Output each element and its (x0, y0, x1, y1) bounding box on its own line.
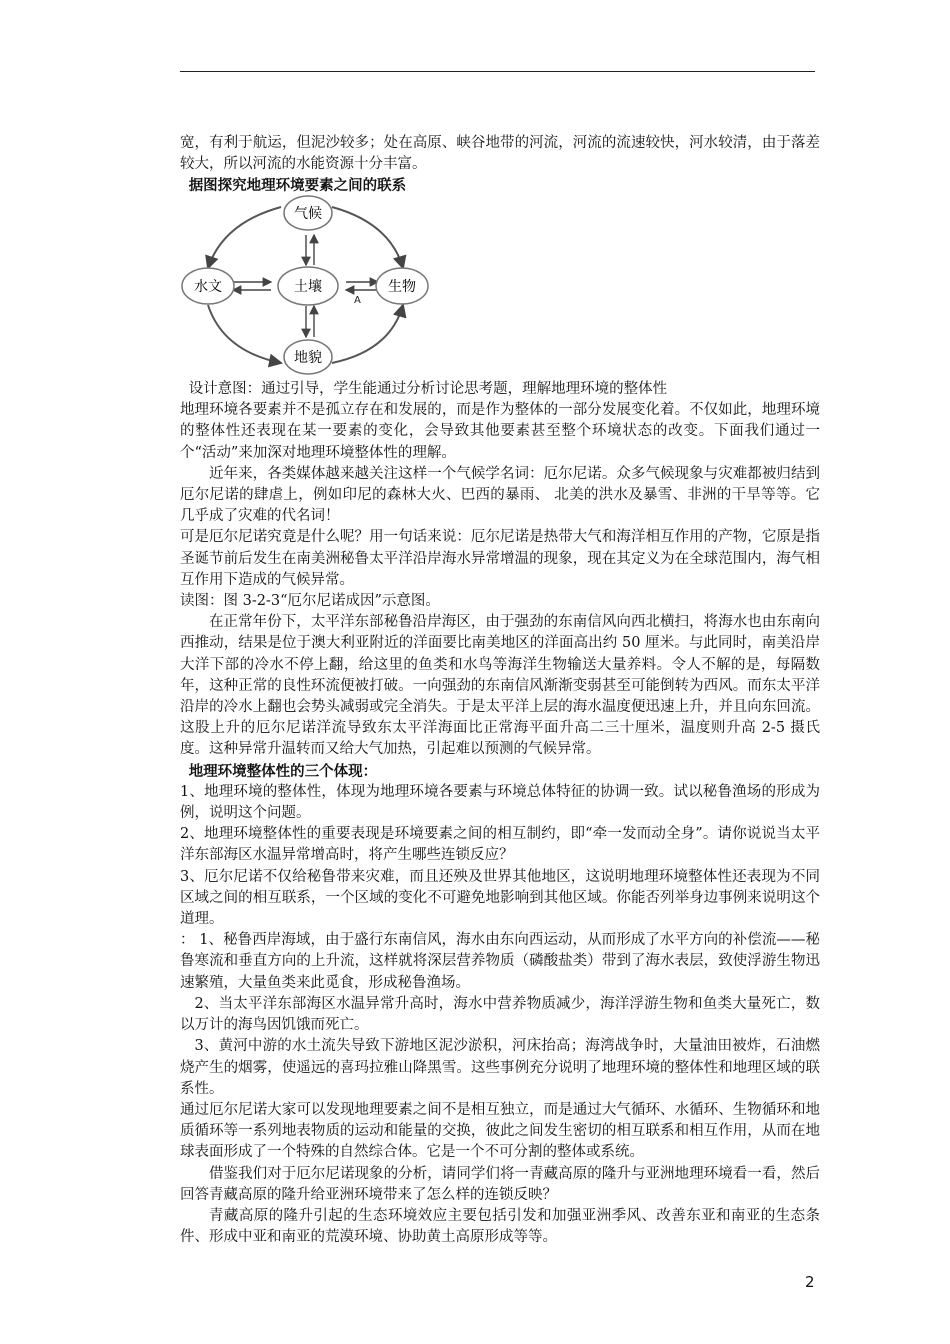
paragraph-read-figure: 读图：图 3-2-3“厄尔尼诺成因”示意图。 (180, 593, 440, 610)
page-number: 2 (805, 1273, 815, 1291)
question-3: 3、厄尔尼诺不仅给秘鲁带来灾难，而且还殃及世界其他地区，这说明地理环境整体性还表现为不同区域之间的相互联系，一个区域的变化不可避免地影响到其他区域。你能否列举身边事例来说明这个道理。 (180, 868, 820, 928)
header-rule (180, 71, 815, 72)
paragraph-tibet-question: 借鉴我们对于厄尔尼诺现象的分析，请同学们将一青藏高原的隆升与亚洲地理环境看一看，然后回答青藏高原的隆升给亚洲环境带来了怎么样的连锁反映？ (180, 1165, 820, 1203)
paragraph-el-nino-mechanism: 在正常年份下，太平洋东部秘鲁沿岸海区，由于强劲的东南信风向西北横扫，将海水也由东南向西推动，结果是位于澳大利亚附近的洋面要比南美地区的洋面高出约 50 厘米。与此同时，南美沿岸大洋下部的冷水不停上翻，给这里的鱼类和水鸟等海洋生物输送大量养料。令人不解的是，每隔数年，这种正常的良性环流便被打破。一向强劲的东南信风渐渐变弱甚至可能倒转为西风。而东太平洋沿岸的冷水上翻也会势头减弱或完全消失。于是太平洋上层的海水温度便迅速上升，并且向东回流。这股上升的厄尔尼诺洋流导致东太平洋海面比正常海平面升高二三十厘米，温度则升高 2-5 摄氏度。这种异常升温转而又给大气加热，引起难以预测的气候异常。 (180, 614, 820, 758)
paragraph-tibet-answer: 青藏高原的隆升引起的生态环境效应主要包括引发和加强亚洲季风、改善东亚和南亚的生态条件、形成中亚和南亚的荒漠环境、协助黄土高原形成等等。 (180, 1207, 820, 1246)
svg-text:地貌: 地貌 (294, 350, 322, 366)
paragraph-el-nino-intro: 近年来，各类媒体越来越关注这样一个气候学名词：厄尔尼诺。众多气候现象与灾难都被归结到厄尔尼诺的肆虐上，例如印尼的森林大火、巴西的暴雨、 北美的洪水及暴雪、非洲的干旱等等。它几乎成了灾难的代名词！ (180, 465, 820, 525)
paragraph-el-nino-definition: 可是厄尔尼诺究竟是什么呢？用一句话来说：厄尔尼诺是热带大气和海洋相互作用的产物，它原是指圣诞节前后发生在南美洲秘鲁太平洋沿岸海水异常增温的现象，现在其定义为在全球范围内，海气相互作用下造成的气候异常。 (180, 529, 820, 588)
paragraph-summary: 通过厄尔尼诺大家可以发现地理要素之间不是相互独立，而是通过大气循环、水循环、生物循环和地质循环等一系列地表物质的运动和能量的交换，彼此之间发生密切的相互联系和相互作用，从而在地球表面形成了一个特殊的自然综合体。它是一个不可分割的整体或系统。 (180, 1101, 820, 1161)
answer-2: 2、当太平洋东部海区水温异常升高时，海水中营养物质减少，海洋浮游生物和鱼类大量死亡，数以万计的海鸟因饥饿而死亡。 (180, 995, 820, 1034)
section-heading-three-aspects: 地理环境整体性的三个体现： (188, 762, 378, 780)
svg-text:土壤: 土壤 (294, 279, 322, 295)
section-heading-diagram: 据图探究地理环境要素之间的联系 (188, 177, 407, 195)
arrow-label-a: A (354, 295, 361, 306)
node-biology (376, 268, 428, 304)
svg-text:气候: 气候 (294, 206, 322, 222)
body-top (180, 133, 820, 197)
continued-paragraph: 宽，有利于航运，但泥沙较多；处在高原、峡谷地带的河流，河流的流速较快，河水较清，由于落差较大，所以河流的水能资源十分丰富。 (180, 135, 820, 173)
node-climate (284, 196, 332, 230)
answer-1: ： 1、秘鲁西岸海域，由于盛行东南信风，海水由东向西运动，从而形成了水平方向的补偿流——秘鲁寒流和垂直方向的上升流，这样就将深层营养物质（磷酸盐类）带到了海水表层，致使浮游生物迅速繁殖，大量鱼类来此觅食，形成秘鲁渔场。 (180, 932, 820, 991)
node-landform (284, 340, 332, 374)
body-main (180, 379, 820, 1248)
svg-text:生物: 生物 (388, 279, 416, 295)
svg-text:水文: 水文 (194, 279, 222, 295)
answer-3: 3、黄河中游的水土流失导致下游地区泥沙淤积，河床抬高；海湾战争时，大量油田被炸，石油燃烧产生的烟雾，使遥远的喜玛拉雅山降黑雪。这些事例充分说明了地理环境的整体性和地理区域的联系性。 (180, 1038, 820, 1097)
question-1: 1、地理环境的整体性，体现为地理环境各要素与环境总体特征的协调一致。试以秘鲁渔场的形成为例，说明这个问题。 (180, 783, 820, 822)
node-soil (278, 267, 338, 305)
design-intent: 设计意图：通过引导，学生能通过分析讨论思考题，理解地理环境的整体性 (188, 381, 668, 397)
paragraph-wholeness: 地理环境各要素并不是孤立存在和发展的，而是作为整体的一部分发展变化着。不仅如此，地理环境的整体性还表现在某一要素的变化，会导致其他要素甚至整个环境状态的改变。下面我们通过一个“活动”来加深对地理环境整体性的理解。 (180, 402, 820, 461)
geo-elements-diagram (178, 193, 438, 378)
question-2: 2、地理环境整体性的重要表现是环境要素之间的相互制约，即“牵一发而动全身”。请你说说当太平洋东部海区水温异常增高时，将产生哪些连锁反应？ (180, 826, 820, 864)
node-hydrology (182, 268, 234, 304)
